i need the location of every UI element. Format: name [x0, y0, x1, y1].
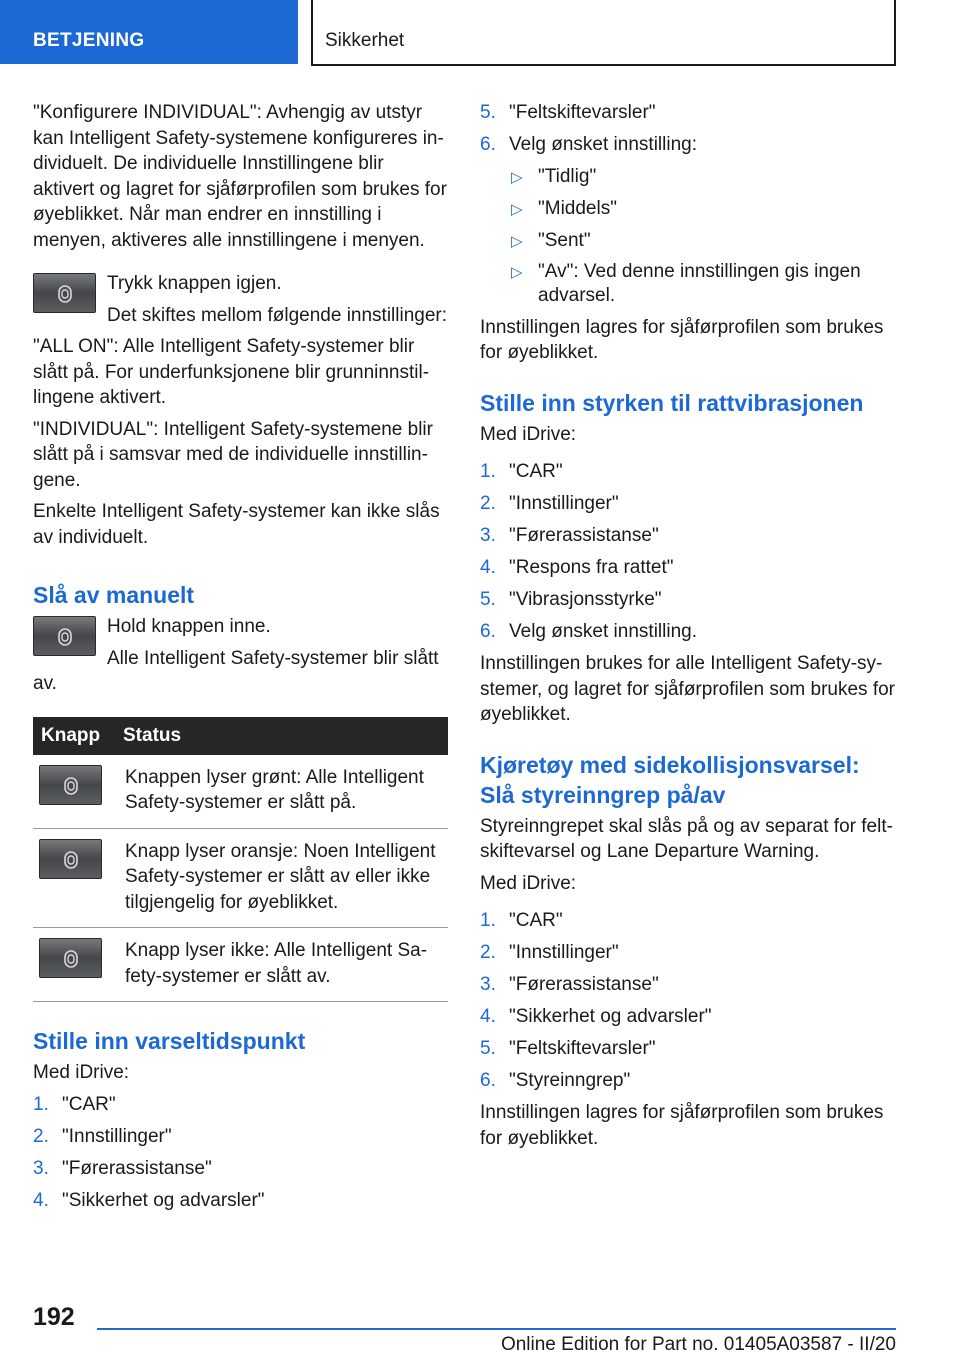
step-number: 1. — [480, 910, 496, 931]
list-item — [480, 132, 896, 158]
step-text: "Styreinngrep" — [509, 1070, 631, 1091]
press-again-text: Trykk knappen igjen. — [107, 273, 282, 294]
list-item — [480, 619, 896, 645]
step-number: 4. — [33, 1189, 49, 1211]
toggle-text: Det skiftes mellom følgende innstillinger: — [107, 304, 448, 326]
step-text: "Feltskiftevarsler" — [509, 102, 656, 123]
list-item — [33, 1156, 448, 1182]
step-text: "Innstillinger" — [62, 1125, 172, 1147]
section-title: BETJENING — [33, 30, 145, 51]
status-table — [33, 717, 448, 1003]
step-text: "Førerassistanse" — [62, 1157, 212, 1179]
with-idrive-text: Med iDrive: — [33, 1062, 130, 1083]
intro-paragraph: "Konfigurere INDIVIDUAL": Avhengig av utstyr kan Intelligent Safety-systemene konfigureres individuelt. De individuelle Innstillingene blir aktivert og lagret for sjåførprofilen som brukes for øyeblikket. Når man endrer en innstilling i menyen, aktiveres alle innstillingene i menyen. — [33, 102, 447, 251]
step-text: "CAR" — [509, 910, 563, 931]
step-number: 1. — [480, 461, 496, 482]
list-item — [480, 491, 896, 517]
list-item — [480, 587, 896, 613]
step-number: 4. — [480, 1006, 496, 1027]
safety-button-icon — [39, 839, 102, 879]
table-status-cell: Knapp lyser ikke: Alle Intelligent Safety-systemer er slått av. — [115, 928, 448, 1002]
table-row — [33, 755, 448, 829]
step-text: Velg ønsket innstilling. — [509, 621, 697, 642]
step-number: 6. — [480, 621, 496, 642]
options-list — [509, 164, 896, 308]
step-text: "CAR" — [62, 1093, 116, 1115]
with-idrive-text: Med iDrive: — [480, 423, 577, 445]
safety-button-icon — [39, 765, 102, 805]
saved-text: Innstillingen lagres for sjåførprofilen som brukes for øyeblikket. — [480, 316, 884, 363]
chapter-title: Sikkerhet — [325, 30, 405, 51]
safety-button-icon — [33, 273, 96, 313]
step-number: 5. — [480, 1038, 496, 1059]
step-number: 6. — [480, 1070, 496, 1091]
page-number: 192 — [33, 1303, 75, 1331]
list-item — [480, 940, 896, 966]
list-item — [33, 1188, 448, 1214]
all-off-text: Alle Intelligent Safety-systemer blir slått av. — [33, 647, 439, 694]
warning-time-heading: Stille inn varseltidspunkt — [33, 1028, 306, 1054]
list-item — [480, 1004, 896, 1030]
table-icon-cell — [33, 928, 115, 1002]
step-text: "Førerassistanse" — [509, 525, 659, 546]
option-text: "Tidlig" — [538, 166, 597, 187]
step-text: "Førerassistanse" — [509, 974, 659, 995]
with-idrive-text: Med iDrive: — [480, 872, 577, 894]
step-text: "Sikkerhet og advarsler" — [509, 1006, 712, 1027]
list-item — [480, 908, 896, 934]
option-text: "Sent" — [538, 230, 591, 251]
step-number: 6. — [480, 134, 496, 155]
section-tab — [0, 0, 298, 64]
list-item — [33, 1092, 448, 1118]
chapter-tab — [311, 0, 896, 66]
step-number: 3. — [33, 1157, 49, 1179]
manual-off-heading: Slå av manuelt — [33, 582, 195, 608]
table-icon-cell — [33, 755, 115, 829]
step-number: 2. — [33, 1125, 49, 1147]
step-number: 1. — [33, 1093, 49, 1115]
note-text: Enkelte Intelligent Safety-systemer kan ikke slås av individuelt. — [33, 501, 440, 548]
step-number: 4. — [480, 557, 496, 578]
triangle-bullet-icon: ▷ — [511, 201, 523, 218]
all-on-text: "ALL ON": Alle Intelligent Safety-systemer blir slått på. For underfunksjonene blir grunninnstillingene aktivert. — [33, 336, 430, 408]
saved-text: Innstillingen lagres for sjåførprofilen som brukes for øyeblikket. — [480, 1102, 884, 1149]
table-row — [33, 828, 448, 928]
footer-divider — [97, 1328, 896, 1330]
step-text: "Innstillinger" — [509, 942, 619, 963]
edition-text: Online Edition for Part no. 01405A03587 - II/20 — [500, 1334, 896, 1355]
step-number: 2. — [480, 942, 496, 963]
list-item — [480, 523, 896, 549]
step-text: "Respons fra rattet" — [509, 557, 674, 578]
table-status-cell: Knapp lyser oransje: Noen Intelligent Safety-systemer er slått av eller ikke tilgjengelig for øyeblikket. — [115, 828, 448, 928]
warning-steps-list — [33, 1092, 448, 1214]
vibration-note: Innstillingen brukes for alle Intelligent Safety-systemer, og lagret for sjåførprofilen som brukes for øyeblikket. — [480, 653, 895, 725]
step-number: 5. — [480, 589, 496, 610]
side-collision-heading: Kjøretøy med sidekollisjonsvarsel: Slå styreinngrep på/av — [480, 751, 860, 808]
step-number: 3. — [480, 974, 496, 995]
triangle-bullet-icon: ▷ — [511, 264, 523, 281]
step-number: 5. — [480, 102, 496, 123]
triangle-bullet-icon: ▷ — [511, 169, 523, 186]
list-item — [509, 164, 896, 190]
step-text: "Vibrasjonsstyrke" — [509, 589, 662, 610]
list-item — [509, 260, 896, 308]
hold-text: Hold knappen inne. — [107, 616, 271, 637]
list-item — [33, 1124, 448, 1150]
list-item — [480, 1068, 896, 1094]
table-icon-cell — [33, 828, 115, 928]
left-column — [33, 100, 448, 1220]
table-row — [33, 928, 448, 1002]
table-status-cell: Knappen lyser grønt: Alle Intelligent Safety-systemer er slått på. — [115, 755, 448, 829]
list-item — [480, 100, 896, 126]
list-item — [509, 228, 896, 254]
list-item — [480, 459, 896, 485]
step-text: "CAR" — [509, 461, 563, 482]
list-item — [480, 972, 896, 998]
vibration-heading: Stille inn styrken til rattvibrasjonen — [480, 389, 864, 416]
step-text: "Innstillinger" — [509, 493, 619, 514]
step-number: 2. — [480, 493, 496, 514]
individual-text: "INDIVIDUAL": Intelligent Safety-systemene blir slått på i samsvar med de individuelle innstillingene. — [33, 418, 433, 491]
steering-steps-list — [480, 908, 896, 1094]
option-text: "Middels" — [538, 198, 617, 219]
safety-button-icon — [39, 938, 102, 978]
list-item — [480, 555, 896, 581]
table-header-button: Knapp — [33, 717, 115, 755]
table-header-status: Status — [115, 717, 448, 755]
right-column — [480, 100, 896, 1157]
option-text: "Av": Ved denne innstillingen gis ingen advarsel. — [538, 261, 861, 306]
triangle-bullet-icon: ▷ — [511, 233, 523, 250]
safety-button-icon — [33, 616, 96, 656]
side-collision-text: Styreinngrepet skal slås på og av separat for feltskiftevarsel og Lane Departure Warning. — [480, 815, 893, 862]
step-text: "Sikkerhet og advarsler" — [62, 1189, 265, 1211]
step-text: Velg ønsket innstilling: — [509, 134, 697, 155]
step-number: 3. — [480, 525, 496, 546]
step-text: "Feltskiftevarsler" — [509, 1038, 656, 1059]
warning-steps-continued — [480, 100, 896, 158]
hold-block — [33, 614, 448, 640]
press-again-block — [33, 271, 448, 328]
vibration-steps-list — [480, 459, 896, 645]
list-item — [509, 196, 896, 222]
list-item — [480, 1036, 896, 1062]
